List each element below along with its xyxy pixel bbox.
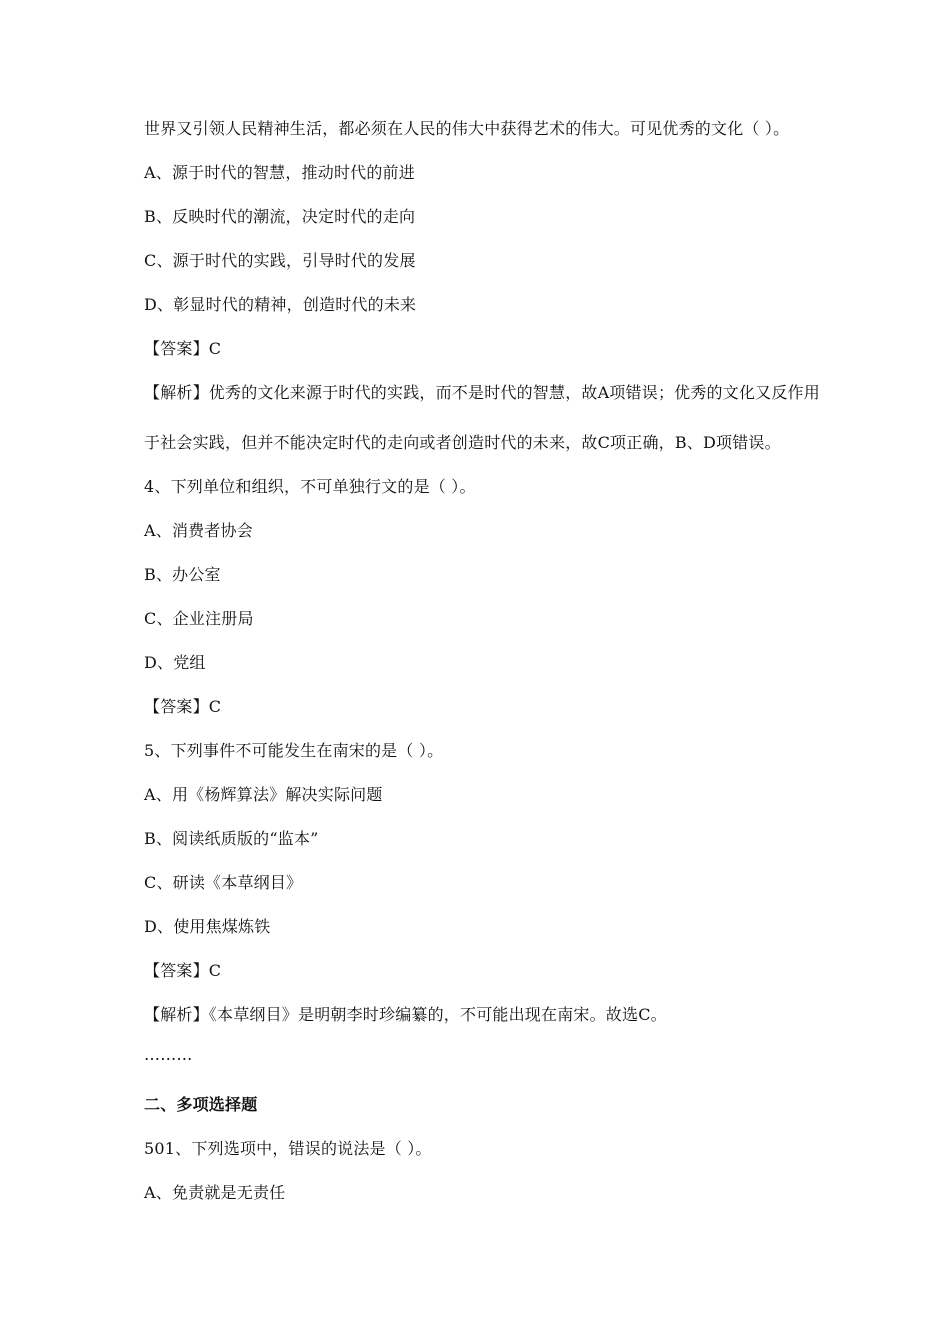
question-4-stem: 4、下列单位和组织，不可单独行文的是（ ）。 [144,477,476,496]
question-3-option-b: B、反映时代的潮流，决定时代的走向 [144,207,416,226]
question-5-option-c: C、研读《本草纲目》 [144,873,303,892]
question-3-option-c: C、源于时代的实践，引导时代的发展 [144,251,416,270]
question-3-answer: 【答案】C [144,339,222,358]
question-3-analysis-line-1: 【解析】优秀的文化来源于时代的实践，而不是时代的智慧，故A项错误；优秀的文化又反作用 [144,383,820,402]
question-4-option-a: A、消费者协会 [144,521,253,540]
question-5-option-d: D、使用焦煤炼铁 [144,917,271,936]
question-5-stem: 5、下列事件不可能发生在南宋的是（ ）。 [144,741,444,760]
section-heading-multiple-choice: 二、多项选择题 [144,1095,258,1114]
question-4-option-d: D、党组 [144,653,206,672]
ellipsis: ……… [144,1045,193,1064]
question-501-stem: 501、下列选项中，错误的说法是（ ）。 [144,1139,432,1158]
question-4-option-c: C、企业注册局 [144,609,254,628]
question-501-option-a: A、免责就是无责任 [144,1183,286,1202]
question-5-option-b: B、阅读纸质版的“监本” [144,829,319,848]
question-4-answer: 【答案】C [144,697,222,716]
question-5-answer: 【答案】C [144,961,222,980]
question-5-option-a: A、用《杨辉算法》解决实际问题 [144,785,383,804]
question-4-option-b: B、办公室 [144,565,221,584]
question-3-analysis-line-2: 于社会实践，但并不能决定时代的走向或者创造时代的未来，故C项正确，B、D项错误。 [144,433,781,452]
question-3-option-a: A、源于时代的智慧，推动时代的前进 [144,163,415,182]
question-5-analysis: 【解析】《本草纲目》是明朝李时珍编纂的，不可能出现在南宋。故选C。 [144,1005,667,1024]
question-3-option-d: D、彰显时代的精神，创造时代的未来 [144,295,417,314]
question-3-stem-continued: 世界又引领人民精神生活，都必须在人民的伟大中获得艺术的伟大。可见优秀的文化（ ）。 [144,119,790,138]
